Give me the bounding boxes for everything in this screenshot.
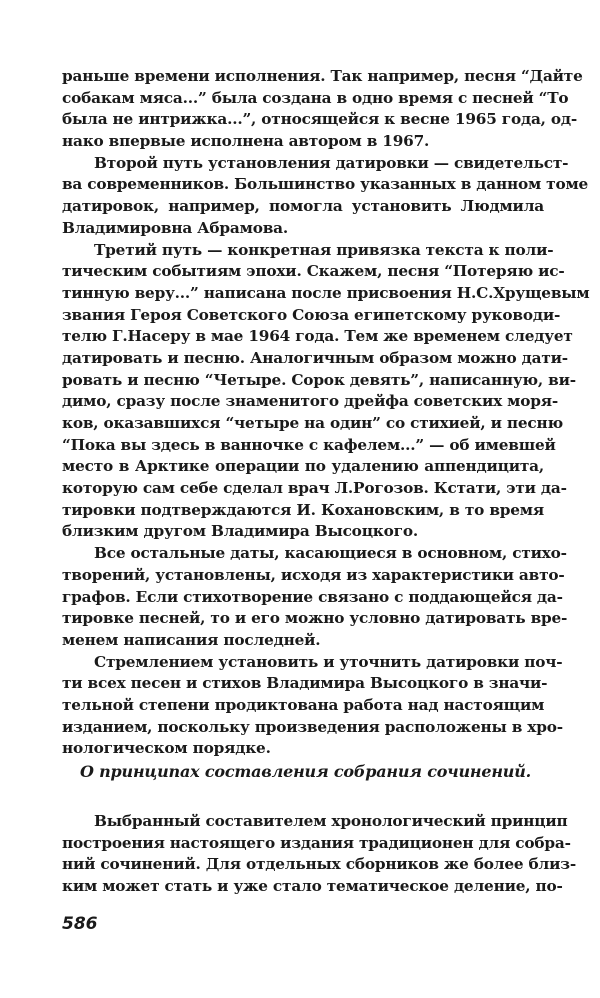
text-line: была не интрижка...”, относящейся к весне 1965 года, од-	[62, 110, 578, 129]
text-line: нако впервые исполнена автором в 1967.	[62, 132, 430, 151]
text-line: ровать и песню “Четыре. Сорок девять”, написанную, ви-	[62, 370, 576, 389]
text-line: ков, оказавшихся “четыре на один” со стихией, и песню	[62, 414, 564, 432]
text-line: телю Г.Насеру в мае 1964 года. Тем же временем следует	[62, 327, 573, 346]
text-line: ти всех песен и стихов Владимира Высоцкого в значи-	[62, 674, 548, 693]
text-line: близким другом Владимира Высоцкого.	[62, 522, 418, 541]
body-text-section-two	[62, 811, 576, 898]
text-line: ва современников. Большинство указанных в данном томе	[62, 175, 589, 194]
text-line: графов. Если стихотворение связано с поддающейся да-	[62, 587, 563, 606]
text-line: Владимировна Абрамова.	[62, 218, 288, 237]
text-line: “Пока вы здесь в ванночке с кафелем...” — об имевшей	[62, 435, 556, 454]
text-line: менем написания последней.	[62, 630, 321, 649]
text-line: ким может стать и уже стало тематическое деление, по-	[62, 877, 563, 896]
text-line: тическим событиям эпохи. Скажем, песня “Потеряю ис-	[62, 262, 565, 281]
text-line: собакам мяса...” была создана в одно время с песней “То	[62, 88, 569, 107]
text-line: место в Арктике операции по удалению аппендицита,	[62, 457, 544, 476]
text-line: тинную веру...” написана после присвоения Н.С.Хрущевым	[62, 283, 590, 302]
page-number: 586	[62, 914, 98, 934]
text-line: тельной степени продиктована работа над настоящим	[62, 695, 545, 714]
text-line: Выбранный составителем хронологический принцип	[94, 812, 568, 830]
section-heading: О принципах составления собрания сочинений.	[80, 762, 532, 781]
text-line: раньше времени исполнения. Так например, песня “Дайте	[62, 67, 583, 85]
text-line: датировок, например, помогла установить Людмила	[62, 197, 544, 216]
text-line: которую сам себе сделал врач Л.Рогозов. Кстати, эти да-	[62, 479, 567, 498]
text-line: тировке песней, то и его можно условно датировать вре-	[62, 609, 568, 628]
text-line: Все остальные даты, касающиеся в основном, стихо-	[94, 544, 567, 563]
text-line: нологическом порядке.	[62, 739, 271, 758]
text-line: тировки подтверждаются И. Кохановским, в то время	[62, 500, 544, 519]
text-line: датировать и песню. Аналогичным образом можно дати-	[62, 348, 568, 367]
text-line: изданием, поскольку произведения расположены в хро-	[62, 717, 563, 736]
text-line: творений, установлены, исходя из характеристики авто-	[62, 565, 565, 584]
text-line: Третий путь — конкретная привязка текста к поли-	[94, 240, 554, 259]
body-text-section-one	[62, 66, 590, 760]
text-line: ний сочинений. Для отдельных сборников же более близ-	[62, 855, 576, 874]
text-line: построения настоящего издания традиционен для собра-	[62, 833, 571, 852]
text-line: звания Героя Советского Союза египетскому руководи-	[62, 305, 561, 324]
text-line: димо, сразу после знаменитого дрейфа советских моря-	[62, 392, 559, 411]
text-line: Стремлением установить и уточнить датировки поч-	[94, 652, 563, 671]
text-line: Второй путь установления датировки — свидетельст-	[94, 153, 569, 172]
